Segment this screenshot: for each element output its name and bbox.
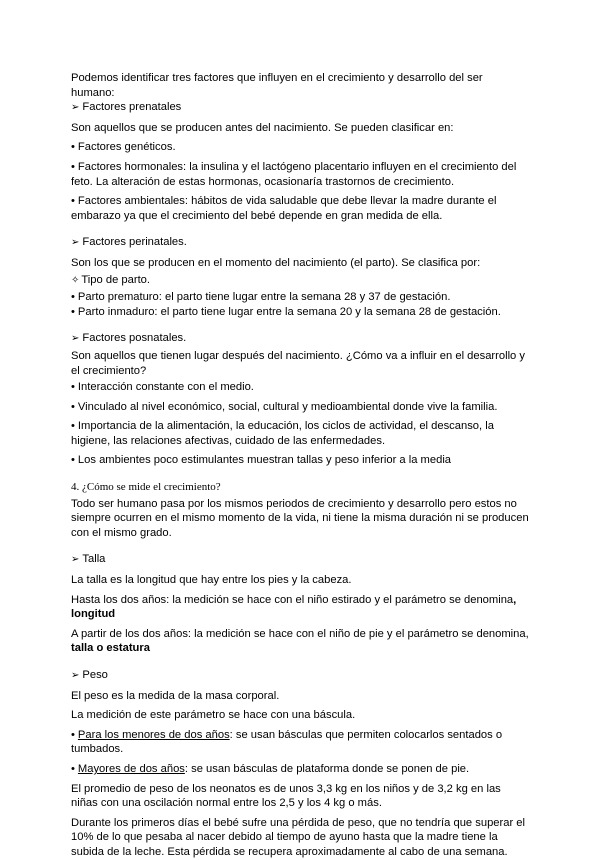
arrow-bullet-icon: ➢	[71, 102, 80, 114]
peso-measurement: La medición de este parámetro se hace con una báscula.	[71, 709, 356, 722]
arrow-bullet-icon: ➢	[71, 333, 80, 345]
peso-average: El promedio de peso de los neonatos es de unos 3,3 kg en los niños y de 3,2 kg en las niñas con una oscilación normal entre los 2,5 y los 4 kg o más.	[71, 782, 501, 810]
bullet-icon: •	[71, 381, 75, 394]
perinatal-text: Son los que se producen en el momento del nacimiento (el parto). Se clasifica por:	[71, 256, 481, 269]
document-body	[71, 71, 529, 860]
list-item: • Para los menores de dos años: se usan básculas que permiten colocarlos sentados o tumbados.	[71, 728, 503, 756]
list-item: • Factores ambientales: hábitos de vida saludable que debe llevar la madre durante el embarazo ya que el crecimiento del bebé depende en gran medida de ella.	[71, 195, 497, 222]
peso-loss: Durante los primeros días el bebé sufre una pérdida de peso, que no tendría que superar el 10% de lo que pesaba al nacer debido al tiempo de ayuno hasta que la madre tiene la subida de la leche. Esta pérdida se recupera aproximadamente al cabo de una semana.	[71, 816, 526, 858]
list-item: • Mayores de dos años: se usan básculas de plataforma donde se ponen de pie.	[71, 762, 470, 775]
list-item: • Factores genéticos.	[71, 141, 176, 154]
subheading-tipo-parto: ✧ Tipo de parto.	[71, 273, 151, 286]
list-item: • Interacción constante con el medio.	[71, 381, 254, 394]
list-item: • Los ambientes poco estimulantes muestran tallas y peso inferior a la media	[71, 454, 452, 467]
bullet-icon: •	[71, 195, 75, 208]
heading-prenatal: ➢ Factores prenatales	[71, 101, 182, 114]
peso-definition: El peso es la medida de la masa corporal.	[71, 689, 280, 702]
intro-paragraph: Podemos identificar tres factores que influyen en el crecimiento y desarrollo del ser humano:	[71, 72, 483, 99]
list-item: • Factores hormonales: la insulina y el lactógeno placentario influyen en el crecimiento del feto. La alteración de estas hormonas, ocasionaría trastornos de crecimiento.	[71, 160, 517, 188]
list-item: • Vinculado al nivel económico, social, cultural y medioambiental donde vive la familia.	[71, 400, 498, 413]
heading-posnatal: ➢ Factores posnatales.	[71, 332, 187, 345]
section-4-title: 4. ¿Cómo se mide el crecimiento?	[71, 481, 221, 494]
talla-under-two: Hasta los dos años: la medición se hace con el niño estirado y el parámetro se denomina, longitud	[71, 593, 517, 621]
bullet-icon: •	[71, 400, 75, 413]
list-item: • Parto prematuro: el parto tiene lugar entre la semana 28 y 37 de gestación.	[71, 291, 451, 304]
arrow-bullet-icon: ➢	[71, 670, 80, 681]
bullet-icon: •	[71, 291, 75, 304]
arrow-bullet-icon: ➢	[71, 237, 80, 249]
list-item: • Importancia de la alimentación, la educación, los ciclos de actividad, el descanso, la higiene, las relaciones afectivas, cuidado de las enfermedades.	[71, 420, 494, 447]
prenatal-text: Son aquellos que se producen antes del nacimiento. Se pueden clasificar en:	[71, 121, 454, 134]
bullet-icon: •	[71, 305, 75, 318]
bullet-icon: •	[71, 454, 75, 467]
diamond-bullet-icon: ✧	[71, 274, 80, 286]
arrow-bullet-icon: ➢	[71, 554, 80, 566]
bullet-icon: •	[71, 160, 75, 173]
heading-perinatal: ➢ Factores perinatales.	[71, 236, 187, 249]
section-4-text: Todo ser humano pasa por los mismos periodos de crecimiento y desarrollo pero estos no siempre ocurren en el mismo momento de la vida, ni tiene la misma duración ni se producen con el mismo grado.	[71, 497, 529, 539]
talla-definition: La talla es la longitud que hay entre los pies y la cabeza.	[71, 574, 352, 587]
bullet-icon: •	[71, 728, 75, 741]
heading-peso: ➢ Peso	[71, 669, 108, 681]
bullet-icon: •	[71, 141, 75, 154]
bullet-icon: •	[71, 762, 75, 775]
list-item: • Parto inmaduro: el parto tiene lugar entre la semana 20 y la semana 28 de gestación.	[71, 305, 501, 318]
talla-over-two: A partir de los dos años: la medición se hace con el niño de pie y el parámetro se denomina, talla o estatura	[71, 627, 529, 655]
heading-talla: ➢ Talla	[71, 553, 106, 566]
bullet-icon: •	[71, 420, 75, 433]
posnatal-text: Son aquellos que tienen lugar después del nacimiento. ¿Cómo va a influir en el desarrollo y el crecimiento?	[71, 349, 525, 377]
